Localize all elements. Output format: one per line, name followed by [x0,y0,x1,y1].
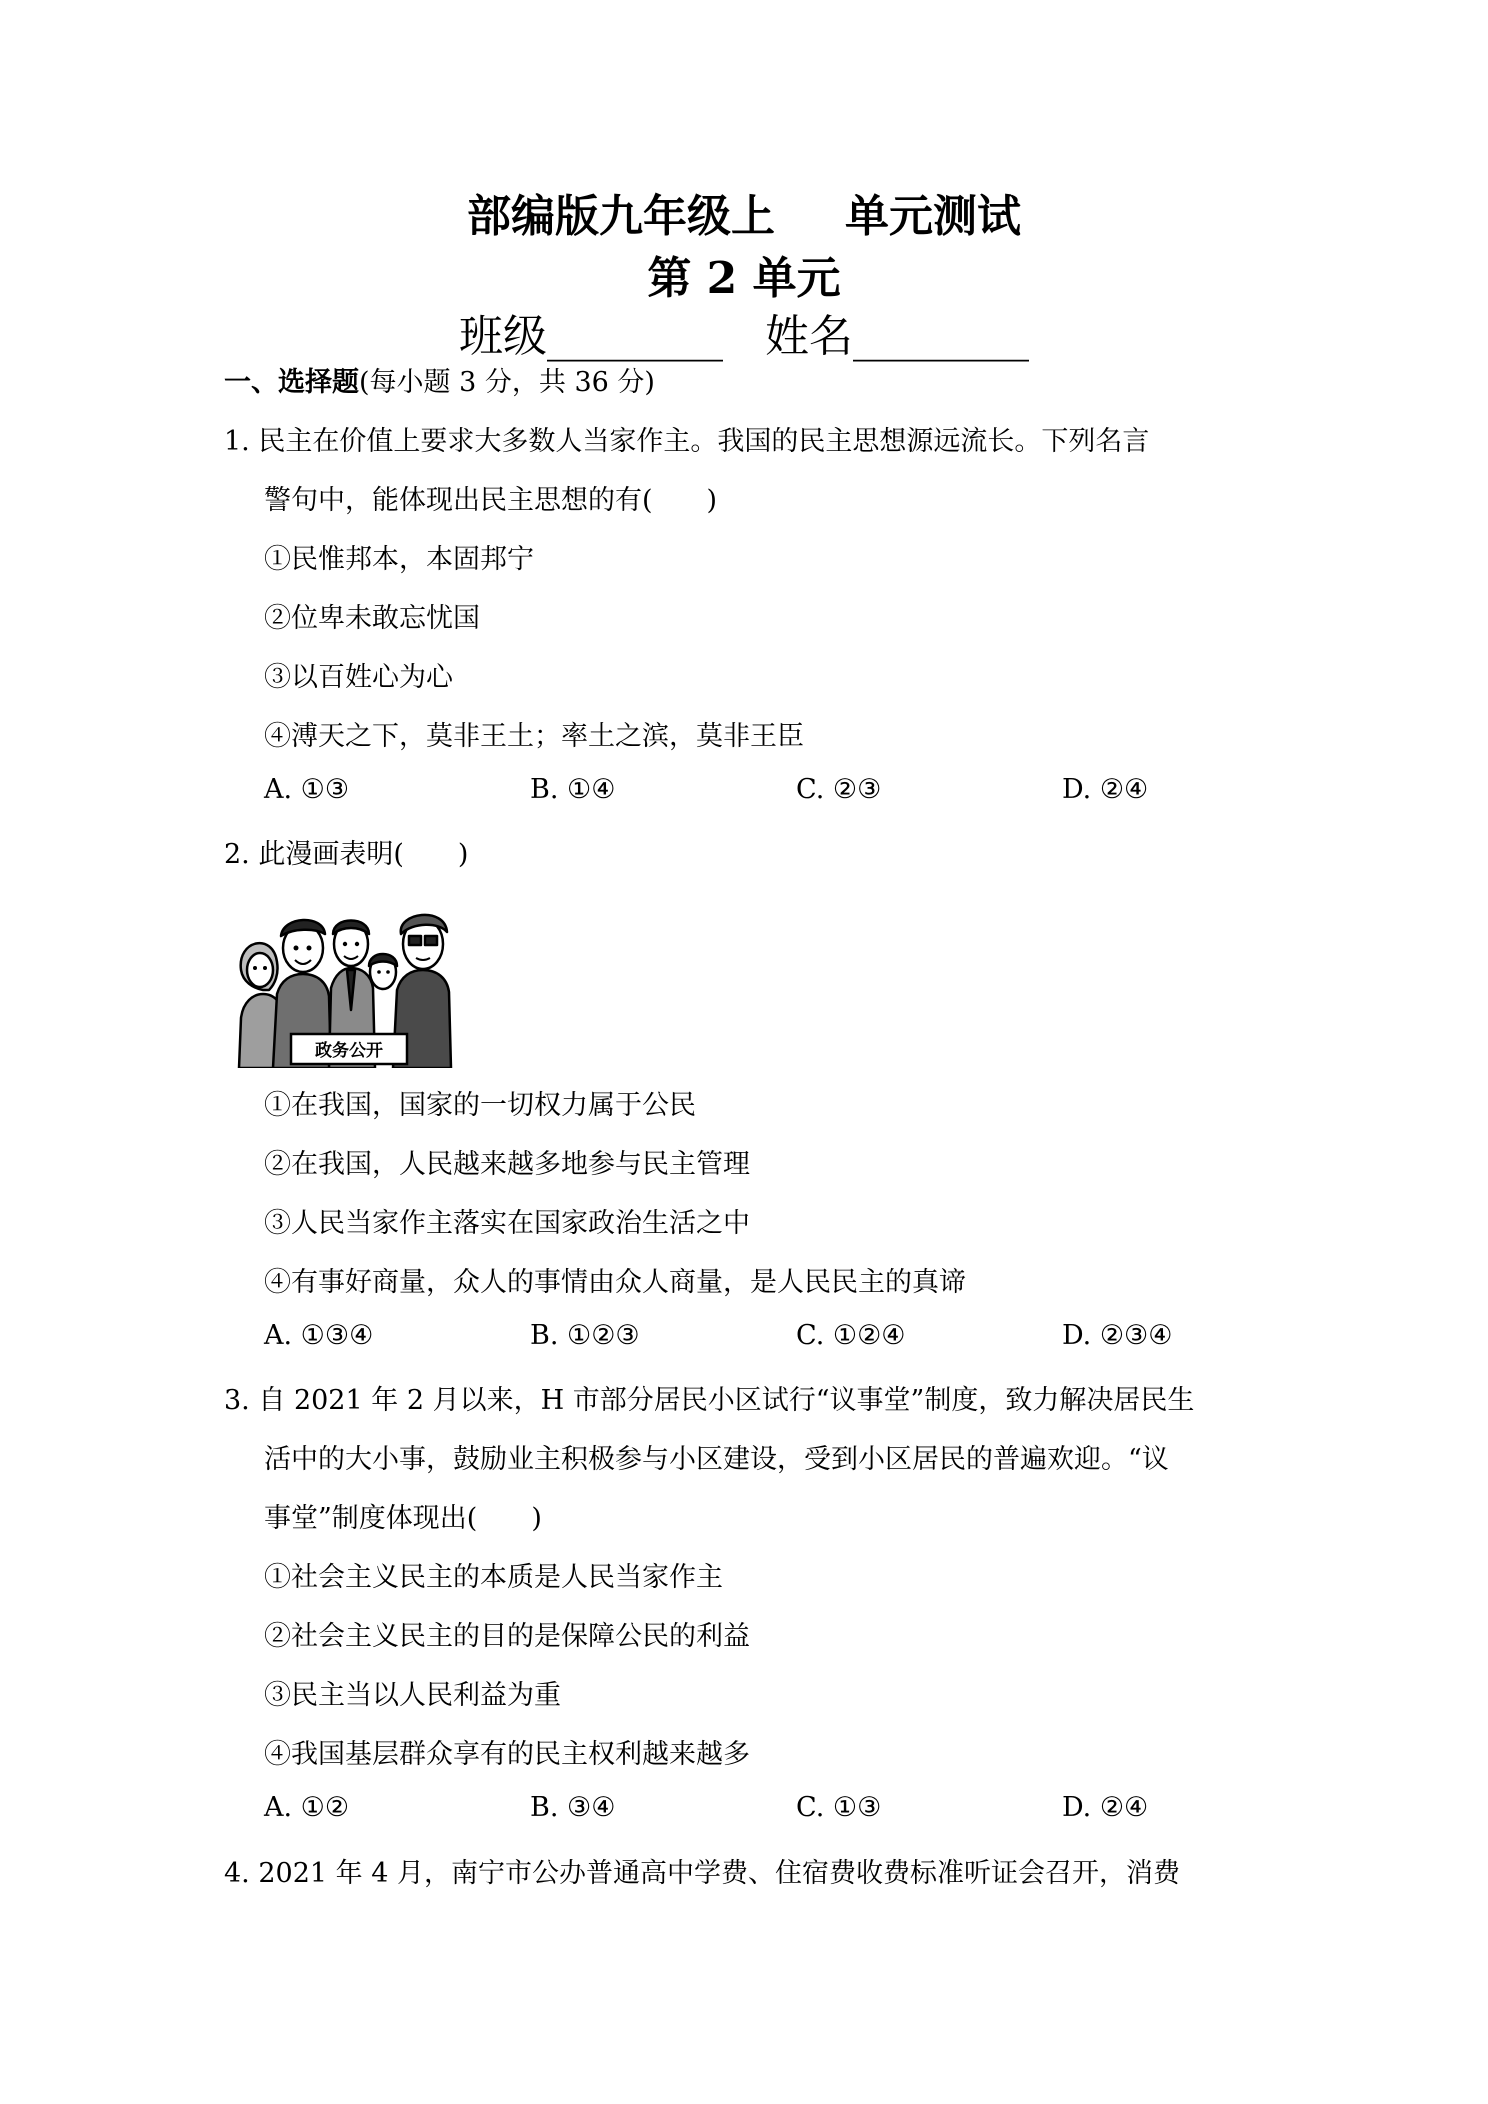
cartoon-image [233,910,455,1068]
question-2-item: ④有事好商量，众人的事情由众人商量，是人民民主的真谛 [264,1267,966,1298]
question-3-line-2: 活中的大小事，鼓励业主积极参与小区建设，受到小区居民的普遍欢迎。“议 [264,1444,1169,1475]
unit-title: 第 2 单元 [647,253,841,304]
question-2-item: ③人民当家作主落实在国家政治生活之中 [264,1208,750,1239]
title-right: 单元测试 [845,191,1021,242]
question-2-line-1: 2. 此漫画表明( ) [224,839,469,870]
question-4-line-1: 4. 2021 年 4 月，南宁市公办普通高中学费、住宿费收费标准听证会召开，消费 [224,1858,1180,1889]
choice-b[interactable]: B. ①④ [530,774,616,805]
question-3-item: ②社会主义民主的目的是保障公民的利益 [264,1621,750,1652]
question-3-item: ①社会主义民主的本质是人民当家作主 [264,1562,723,1593]
choice-c[interactable]: C. ②③ [796,774,882,805]
question-3-item: ③民主当以人民利益为重 [264,1680,561,1711]
choice-d[interactable]: D. ②④ [1062,1792,1149,1823]
question-1-item: ①民惟邦本，本固邦宁 [264,544,534,575]
title-left: 部编版九年级上 [467,191,775,242]
question-1-item: ③以百姓心为心 [264,662,453,693]
question-3-line-3: 事堂”制度体现出( ) [264,1503,542,1534]
exam-title [0,180,1488,244]
class-blank: ________ [547,311,723,362]
choice-a[interactable]: A. ①② [264,1792,350,1823]
question-1-line-1: 1. 民主在价值上要求大多数人当家作主。我国的民主思想源远流长。下列名言 [224,426,1150,457]
question-1-item: ②位卑未敢忘忧国 [264,603,480,634]
name-label: 姓名 [765,311,853,362]
question-3-item: ④我国基层群众享有的民主权利越来越多 [264,1739,750,1770]
class-label: 班级 [459,311,547,362]
choice-a[interactable]: A. ①③ [264,774,350,805]
choice-c[interactable]: C. ①②④ [796,1320,906,1351]
student-info [0,300,1488,364]
question-1-line-2: 警句中，能体现出民主思想的有( ) [264,485,718,516]
question-2-item: ①在我国，国家的一切权力属于公民 [264,1090,696,1121]
choice-d[interactable]: D. ②④ [1062,774,1149,805]
choice-c[interactable]: C. ①③ [796,1792,882,1823]
question-1-choices [264,774,1328,805]
question-2-item: ②在我国，人民越来越多地参与民主管理 [264,1149,750,1180]
section-note: (每小题 3 分，共 36 分) [359,367,655,398]
question-3-line-1: 3. 自 2021 年 2 月以来，H 市部分居民小区试行“议事堂”制度，致力解决居民生 [224,1385,1195,1416]
choice-d[interactable]: D. ②③④ [1062,1320,1173,1351]
choice-b[interactable]: B. ①②③ [530,1320,640,1351]
question-1-item: ④溥天之下，莫非王土；率土之滨，莫非王臣 [264,721,804,752]
question-3-choices [264,1792,1328,1823]
choice-a[interactable]: A. ①③④ [264,1320,374,1351]
section-heading [224,360,655,399]
section-title: 一、选择题 [224,367,359,398]
question-2-choices [264,1320,1328,1351]
name-blank: ________ [853,311,1029,362]
cartoon-caption: 政务公开 [315,1041,383,1061]
choice-b[interactable]: B. ③④ [530,1792,616,1823]
